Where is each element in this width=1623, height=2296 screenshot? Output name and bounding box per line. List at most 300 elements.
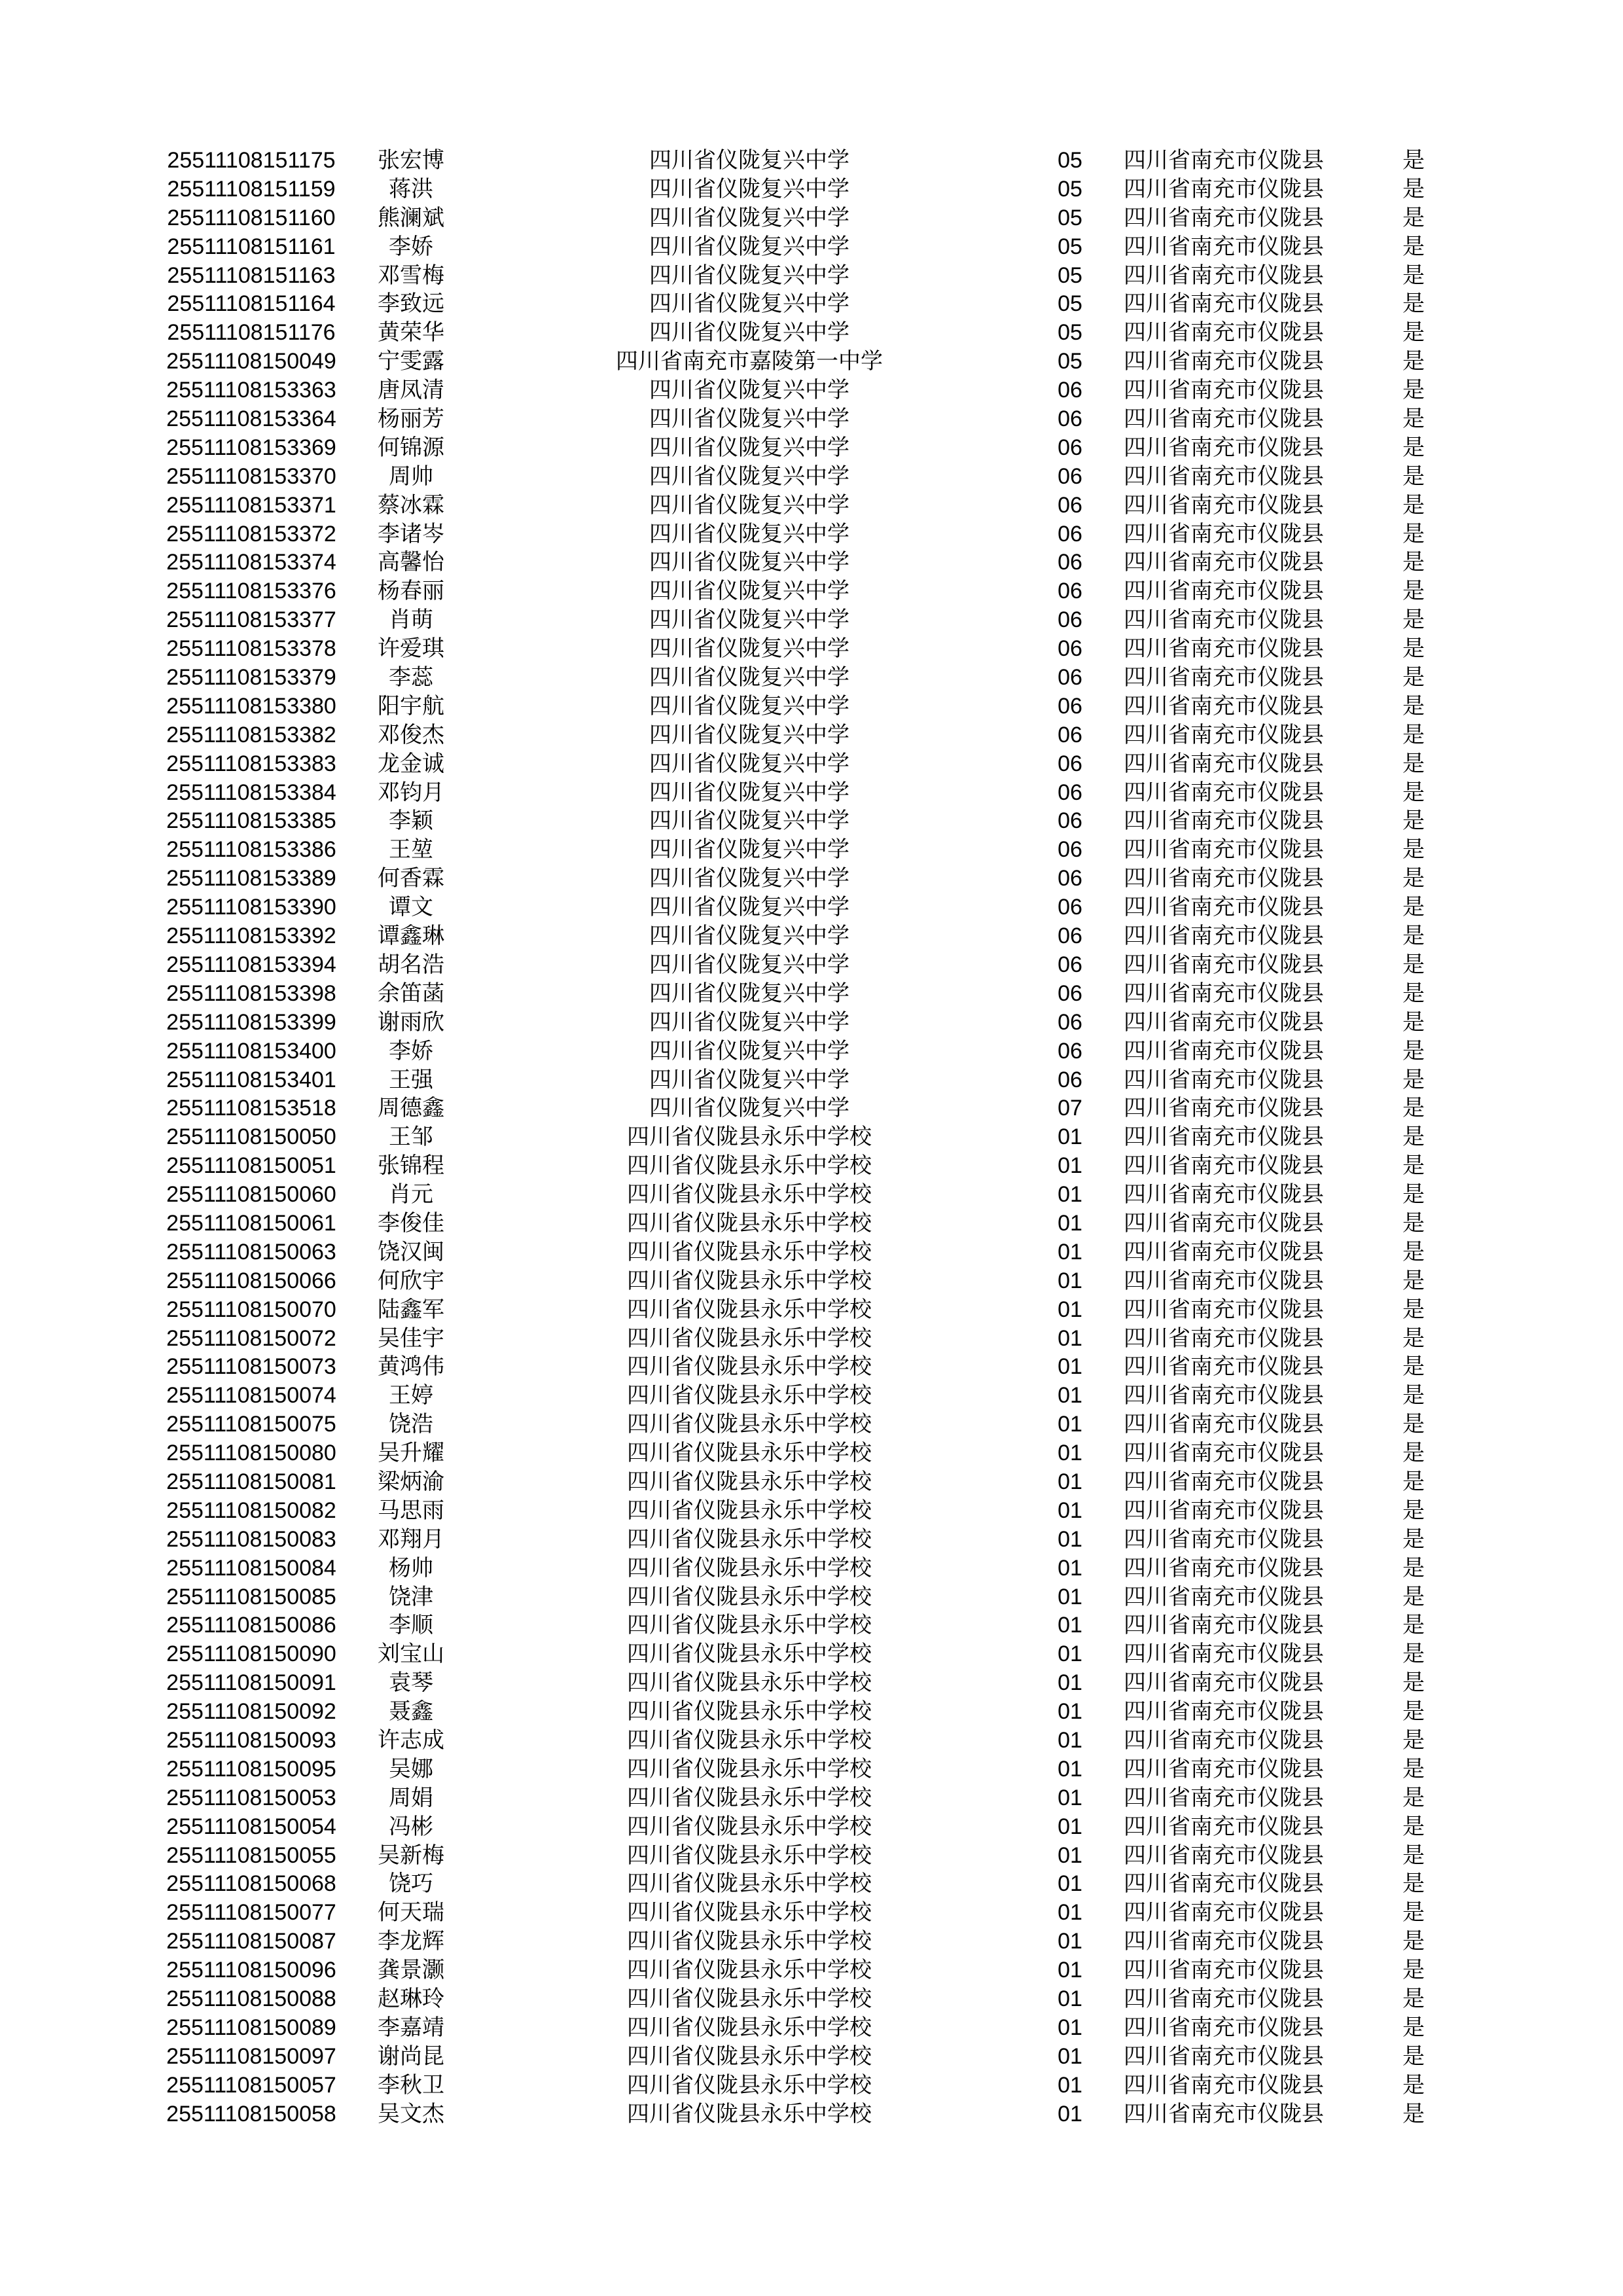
class-code-cell: 05 [1058, 234, 1082, 259]
county-cell: 四川省南充市仪陇县 [1124, 980, 1324, 1006]
table-row [0, 376, 1623, 405]
student-name-cell: 周德鑫 [378, 1096, 444, 1121]
class-code-cell: 06 [1058, 435, 1082, 460]
class-code-cell: 01 [1058, 1124, 1082, 1150]
confirm-cell: 是 [1402, 866, 1425, 891]
exam-id-cell: 25511108150049 [166, 349, 336, 374]
confirm-cell: 是 [1402, 1412, 1425, 1437]
class-code-cell: 06 [1058, 378, 1082, 403]
confirm-cell: 是 [1402, 1182, 1425, 1208]
table-row [0, 319, 1623, 348]
school-name-cell: 四川省仪陇复兴中学 [649, 952, 849, 977]
confirm-cell: 是 [1402, 550, 1425, 575]
student-name-cell: 宁雯露 [378, 349, 444, 374]
county-cell: 四川省南充市仪陇县 [1124, 492, 1324, 518]
table-row [0, 1094, 1623, 1123]
county-cell: 四川省南充市仪陇县 [1124, 521, 1324, 547]
county-cell: 四川省南充市仪陇县 [1124, 1182, 1324, 1208]
table-row [0, 1267, 1623, 1296]
table-row [0, 1554, 1623, 1583]
school-name-cell: 四川省仪陇复兴中学 [649, 808, 849, 834]
student-name-cell: 肖萌 [389, 607, 433, 633]
county-cell: 四川省南充市仪陇县 [1124, 1900, 1324, 1926]
exam-id-cell: 25511108153377 [166, 607, 336, 633]
school-name-cell: 四川省仪陇复兴中学 [649, 924, 849, 949]
student-name-cell: 蔡冰霖 [378, 492, 444, 518]
confirm-cell: 是 [1402, 1124, 1425, 1150]
school-name-cell: 四川省仪陇复兴中学 [649, 751, 849, 776]
county-cell: 四川省南充市仪陇县 [1124, 1297, 1324, 1322]
student-name-cell: 李顺 [389, 1613, 433, 1638]
class-code-cell: 01 [1058, 1699, 1082, 1725]
confirm-cell: 是 [1402, 1613, 1425, 1638]
student-name-cell: 梁炳渝 [378, 1469, 444, 1494]
confirm-cell: 是 [1402, 320, 1425, 346]
table-row [0, 1640, 1623, 1669]
exam-id-cell: 25511108150093 [166, 1727, 336, 1753]
county-cell: 四川省南充市仪陇县 [1124, 320, 1324, 346]
school-name-cell: 四川省仪陇县永乐中学校 [627, 1641, 872, 1667]
confirm-cell: 是 [1402, 2015, 1425, 2040]
student-name-cell: 李致远 [378, 291, 444, 317]
class-code-cell: 06 [1058, 521, 1082, 547]
exam-id-cell: 25511108151176 [167, 320, 336, 346]
confirm-cell: 是 [1402, 1383, 1425, 1408]
student-name-cell: 饶汉闽 [378, 1239, 444, 1265]
class-code-cell: 01 [1058, 1814, 1082, 1839]
student-name-cell: 周帅 [389, 463, 433, 489]
student-name-cell: 冯彬 [389, 1814, 433, 1839]
county-cell: 四川省南充市仪陇县 [1124, 2043, 1324, 2069]
table-row [0, 1123, 1623, 1152]
exam-id-cell: 25511108153364 [166, 406, 336, 432]
confirm-cell: 是 [1402, 205, 1425, 230]
confirm-cell: 是 [1402, 378, 1425, 403]
exam-id-cell: 25511108150084 [166, 1555, 336, 1581]
school-name-cell: 四川省仪陇县永乐中学校 [627, 1958, 872, 1983]
county-cell: 四川省南充市仪陇县 [1124, 866, 1324, 891]
confirm-cell: 是 [1402, 349, 1425, 374]
table-row [0, 922, 1623, 951]
county-cell: 四川省南充市仪陇县 [1124, 1727, 1324, 1753]
class-code-cell: 01 [1058, 1297, 1082, 1322]
table-row [0, 1611, 1623, 1640]
confirm-cell: 是 [1402, 1814, 1425, 1839]
county-cell: 四川省南充市仪陇县 [1124, 234, 1324, 259]
student-name-cell: 谢尚昆 [378, 2043, 444, 2069]
school-name-cell: 四川省仪陇县永乐中学校 [627, 1727, 872, 1753]
school-name-cell: 四川省仪陇县永乐中学校 [627, 1354, 872, 1380]
table-row [0, 1410, 1623, 1439]
confirm-cell: 是 [1402, 1268, 1425, 1293]
student-name-cell: 谭鑫琳 [378, 924, 444, 949]
student-name-cell: 杨帅 [389, 1555, 433, 1581]
class-code-cell: 06 [1058, 1038, 1082, 1064]
class-code-cell: 01 [1058, 2072, 1082, 2098]
county-cell: 四川省南充市仪陇县 [1124, 1239, 1324, 1265]
exam-id-cell: 25511108153399 [166, 1009, 336, 1035]
table-row [0, 1870, 1623, 1899]
table-row [0, 664, 1623, 692]
confirm-cell: 是 [1402, 234, 1425, 259]
student-name-cell: 杨春丽 [378, 579, 444, 604]
table-row [0, 1755, 1623, 1784]
school-name-cell: 四川省仪陇县永乐中学校 [627, 1871, 872, 1897]
confirm-cell: 是 [1402, 1756, 1425, 1782]
county-cell: 四川省南充市仪陇县 [1124, 1842, 1324, 1868]
county-cell: 四川省南充市仪陇县 [1124, 837, 1324, 863]
exam-id-cell: 25511108150095 [166, 1756, 336, 1782]
student-roster-table [0, 147, 1623, 2128]
class-code-cell: 01 [1058, 1498, 1082, 1523]
county-cell: 四川省南充市仪陇县 [1124, 924, 1324, 949]
exam-id-cell: 25511108151161 [167, 234, 336, 259]
student-name-cell: 何欣宇 [378, 1268, 444, 1293]
school-name-cell: 四川省仪陇复兴中学 [649, 550, 849, 575]
student-name-cell: 熊澜斌 [378, 205, 444, 230]
confirm-cell: 是 [1402, 952, 1425, 977]
county-cell: 四川省南充市仪陇县 [1124, 1412, 1324, 1437]
confirm-cell: 是 [1402, 1325, 1425, 1351]
school-name-cell: 四川省仪陇县永乐中学校 [627, 1412, 872, 1437]
student-name-cell: 谢雨欣 [378, 1009, 444, 1035]
confirm-cell: 是 [1402, 1727, 1425, 1753]
confirm-cell: 是 [1402, 2101, 1425, 2126]
county-cell: 四川省南充市仪陇县 [1124, 1986, 1324, 2011]
confirm-cell: 是 [1402, 463, 1425, 489]
table-row [0, 2100, 1623, 2129]
county-cell: 四川省南充市仪陇县 [1124, 1699, 1324, 1725]
table-row [0, 1669, 1623, 1698]
student-name-cell: 胡名浩 [378, 952, 444, 977]
exam-id-cell: 25511108150058 [166, 2101, 336, 2126]
exam-id-cell: 25511108150073 [166, 1354, 336, 1380]
student-name-cell: 龙金诚 [378, 751, 444, 776]
class-code-cell: 06 [1058, 866, 1082, 891]
confirm-cell: 是 [1402, 2072, 1425, 2098]
table-row [0, 779, 1623, 808]
table-row [0, 1899, 1623, 1928]
confirm-cell: 是 [1402, 148, 1425, 173]
school-name-cell: 四川省仪陇县永乐中学校 [627, 1268, 872, 1293]
student-name-cell: 聂鑫 [389, 1699, 433, 1725]
student-name-cell: 李娇 [389, 234, 433, 259]
exam-id-cell: 25511108150054 [166, 1814, 336, 1839]
exam-id-cell: 25511108153379 [166, 665, 336, 691]
confirm-cell: 是 [1402, 1699, 1425, 1725]
table-row [0, 262, 1623, 291]
class-code-cell: 06 [1058, 1009, 1082, 1035]
exam-id-cell: 25511108153384 [166, 780, 336, 805]
table-row [0, 233, 1623, 262]
student-name-cell: 吴佳宇 [378, 1325, 444, 1351]
school-name-cell: 四川省仪陇复兴中学 [649, 636, 849, 662]
confirm-cell: 是 [1402, 780, 1425, 805]
school-name-cell: 四川省仪陇县永乐中学校 [627, 1785, 872, 1810]
student-name-cell: 张锦程 [378, 1153, 444, 1179]
confirm-cell: 是 [1402, 1900, 1425, 1926]
table-row [0, 348, 1623, 376]
class-code-cell: 01 [1058, 1526, 1082, 1552]
table-row [0, 204, 1623, 233]
table-row [0, 1583, 1623, 1612]
school-name-cell: 四川省仪陇县永乐中学校 [627, 1153, 872, 1179]
county-cell: 四川省南充市仪陇县 [1124, 1354, 1324, 1380]
table-row [0, 520, 1623, 549]
county-cell: 四川省南充市仪陇县 [1124, 1785, 1324, 1810]
exam-id-cell: 25511108153389 [166, 866, 336, 891]
county-cell: 四川省南充市仪陇县 [1124, 148, 1324, 173]
class-code-cell: 05 [1058, 148, 1082, 173]
school-name-cell: 四川省仪陇县永乐中学校 [627, 1124, 872, 1150]
school-name-cell: 四川省仪陇复兴中学 [649, 980, 849, 1006]
county-cell: 四川省南充市仪陇县 [1124, 378, 1324, 403]
class-code-cell: 01 [1058, 1929, 1082, 1954]
table-row [0, 290, 1623, 319]
exam-id-cell: 25511108150063 [166, 1239, 336, 1265]
table-row [0, 1353, 1623, 1382]
school-name-cell: 四川省仪陇复兴中学 [649, 378, 849, 403]
exam-id-cell: 25511108151175 [167, 148, 336, 173]
exam-id-cell: 25511108150051 [166, 1153, 336, 1179]
confirm-cell: 是 [1402, 1498, 1425, 1523]
class-code-cell: 06 [1058, 1067, 1082, 1092]
confirm-cell: 是 [1402, 1239, 1425, 1265]
school-name-cell: 四川省仪陇复兴中学 [649, 780, 849, 805]
confirm-cell: 是 [1402, 837, 1425, 863]
confirm-cell: 是 [1402, 895, 1425, 920]
student-name-cell: 饶巧 [389, 1871, 433, 1897]
table-row [0, 405, 1623, 434]
student-name-cell: 许志成 [378, 1727, 444, 1753]
exam-id-cell: 25511108153400 [166, 1038, 336, 1064]
student-name-cell: 谭文 [389, 895, 433, 920]
class-code-cell: 01 [1058, 1325, 1082, 1351]
exam-id-cell: 25511108151163 [167, 262, 336, 288]
class-code-cell: 06 [1058, 808, 1082, 834]
school-name-cell: 四川省仪陇复兴中学 [649, 291, 849, 317]
table-row [0, 1439, 1623, 1468]
school-name-cell: 四川省仪陇县永乐中学校 [627, 1900, 872, 1926]
table-row [0, 1526, 1623, 1554]
school-name-cell: 四川省仪陇复兴中学 [649, 1038, 849, 1064]
school-name-cell: 四川省仪陇县永乐中学校 [627, 1383, 872, 1408]
school-name-cell: 四川省仪陇复兴中学 [649, 722, 849, 747]
confirm-cell: 是 [1402, 1096, 1425, 1121]
exam-id-cell: 25511108150092 [166, 1699, 336, 1725]
school-name-cell: 四川省仪陇县永乐中学校 [627, 1526, 872, 1552]
table-row [0, 1181, 1623, 1210]
county-cell: 四川省南充市仪陇县 [1124, 349, 1324, 374]
county-cell: 四川省南充市仪陇县 [1124, 205, 1324, 230]
student-name-cell: 李俊佳 [378, 1210, 444, 1236]
exam-id-cell: 25511108151164 [167, 291, 336, 317]
confirm-cell: 是 [1402, 693, 1425, 719]
table-row [0, 951, 1623, 980]
exam-id-cell: 25511108150085 [166, 1584, 336, 1609]
student-name-cell: 袁琴 [389, 1670, 433, 1696]
class-code-cell: 06 [1058, 952, 1082, 977]
table-row [0, 692, 1623, 721]
table-row [0, 635, 1623, 664]
county-cell: 四川省南充市仪陇县 [1124, 607, 1324, 633]
school-name-cell: 四川省仪陇县永乐中学校 [627, 1297, 872, 1322]
confirm-cell: 是 [1402, 176, 1425, 202]
exam-id-cell: 25511108150097 [166, 2043, 336, 2069]
table-row [0, 1325, 1623, 1354]
school-name-cell: 四川省仪陇复兴中学 [649, 1009, 849, 1035]
exam-id-cell: 25511108153369 [166, 435, 336, 460]
class-code-cell: 05 [1058, 291, 1082, 317]
county-cell: 四川省南充市仪陇县 [1124, 665, 1324, 691]
table-row [0, 1985, 1623, 2014]
exam-id-cell: 25511108150083 [166, 1526, 336, 1552]
school-name-cell: 四川省仪陇复兴中学 [649, 176, 849, 202]
student-name-cell: 李龙辉 [378, 1929, 444, 1954]
school-name-cell: 四川省仪陇复兴中学 [649, 492, 849, 518]
exam-id-cell: 25511108153372 [166, 521, 336, 547]
table-row [0, 548, 1623, 577]
class-code-cell: 01 [1058, 2043, 1082, 2069]
class-code-cell: 01 [1058, 2015, 1082, 2040]
table-row [0, 1956, 1623, 1985]
class-code-cell: 06 [1058, 406, 1082, 432]
confirm-cell: 是 [1402, 1986, 1425, 2011]
exam-id-cell: 25511108150057 [166, 2072, 336, 2098]
county-cell: 四川省南充市仪陇县 [1124, 808, 1324, 834]
student-name-cell: 何香霖 [378, 866, 444, 891]
class-code-cell: 01 [1058, 1153, 1082, 1179]
exam-id-cell: 25511108153386 [166, 837, 336, 863]
student-name-cell: 王强 [389, 1067, 433, 1092]
student-name-cell: 刘宝山 [378, 1641, 444, 1667]
table-row [0, 836, 1623, 865]
confirm-cell: 是 [1402, 1038, 1425, 1064]
county-cell: 四川省南充市仪陇县 [1124, 1210, 1324, 1236]
class-code-cell: 07 [1058, 1096, 1082, 1121]
school-name-cell: 四川省仪陇县永乐中学校 [627, 2015, 872, 2040]
class-code-cell: 06 [1058, 693, 1082, 719]
class-code-cell: 01 [1058, 1613, 1082, 1638]
class-code-cell: 06 [1058, 722, 1082, 747]
class-code-cell: 06 [1058, 636, 1082, 662]
county-cell: 四川省南充市仪陇县 [1124, 895, 1324, 920]
school-name-cell: 四川省仪陇复兴中学 [649, 521, 849, 547]
exam-id-cell: 25511108150075 [166, 1412, 336, 1437]
class-code-cell: 01 [1058, 1756, 1082, 1782]
county-cell: 四川省南充市仪陇县 [1124, 406, 1324, 432]
county-cell: 四川省南充市仪陇县 [1124, 1124, 1324, 1150]
student-name-cell: 王婷 [389, 1383, 433, 1408]
student-name-cell: 何天瑞 [378, 1900, 444, 1926]
confirm-cell: 是 [1402, 435, 1425, 460]
county-cell: 四川省南充市仪陇县 [1124, 579, 1324, 604]
exam-id-cell: 25511108153374 [166, 550, 336, 575]
table-row [0, 1468, 1623, 1497]
table-row [0, 1009, 1623, 1037]
confirm-cell: 是 [1402, 1354, 1425, 1380]
student-name-cell: 赵琳玲 [378, 1986, 444, 2011]
student-name-cell: 李诸岑 [378, 521, 444, 547]
exam-id-cell: 25511108153370 [166, 463, 336, 489]
student-name-cell: 邓俊杰 [378, 722, 444, 747]
student-name-cell: 周娟 [389, 1785, 433, 1810]
county-cell: 四川省南充市仪陇县 [1124, 2101, 1324, 2126]
table-row [0, 1296, 1623, 1325]
confirm-cell: 是 [1402, 808, 1425, 834]
county-cell: 四川省南充市仪陇县 [1124, 2072, 1324, 2098]
school-name-cell: 四川省仪陇复兴中学 [649, 320, 849, 346]
student-name-cell: 李秋卫 [378, 2072, 444, 2098]
class-code-cell: 06 [1058, 463, 1082, 489]
confirm-cell: 是 [1402, 1153, 1425, 1179]
student-name-cell: 黄荣华 [378, 320, 444, 346]
exam-id-cell: 25511108153371 [166, 492, 336, 518]
confirm-cell: 是 [1402, 1555, 1425, 1581]
class-code-cell: 01 [1058, 1268, 1082, 1293]
school-name-cell: 四川省仪陇县永乐中学校 [627, 1699, 872, 1725]
table-row [0, 1784, 1623, 1813]
table-row [0, 577, 1623, 606]
exam-id-cell: 25511108153380 [166, 693, 336, 719]
class-code-cell: 06 [1058, 751, 1082, 776]
county-cell: 四川省南充市仪陇县 [1124, 1441, 1324, 1466]
table-row [0, 1066, 1623, 1095]
class-code-cell: 01 [1058, 1842, 1082, 1868]
exam-id-cell: 25511108150050 [166, 1124, 336, 1150]
class-code-cell: 06 [1058, 579, 1082, 604]
county-cell: 四川省南充市仪陇县 [1124, 1929, 1324, 1954]
table-row [0, 1727, 1623, 1755]
student-name-cell: 吴新梅 [378, 1842, 444, 1868]
class-code-cell: 05 [1058, 205, 1082, 230]
exam-id-cell: 25511108150096 [166, 1958, 336, 1983]
county-cell: 四川省南充市仪陇县 [1124, 1009, 1324, 1035]
table-row [0, 147, 1623, 175]
table-row [0, 2014, 1623, 2043]
student-name-cell: 陆鑫军 [378, 1297, 444, 1322]
county-cell: 四川省南充市仪陇县 [1124, 1153, 1324, 1179]
exam-id-cell: 25511108153385 [166, 808, 336, 834]
exam-id-cell: 25511108150082 [166, 1498, 336, 1523]
county-cell: 四川省南充市仪陇县 [1124, 1469, 1324, 1494]
school-name-cell: 四川省仪陇复兴中学 [649, 693, 849, 719]
confirm-cell: 是 [1402, 1842, 1425, 1868]
school-name-cell: 四川省仪陇复兴中学 [649, 463, 849, 489]
school-name-cell: 四川省仪陇县永乐中学校 [627, 1239, 872, 1265]
county-cell: 四川省南充市仪陇县 [1124, 1555, 1324, 1581]
county-cell: 四川省南充市仪陇县 [1124, 636, 1324, 662]
class-code-cell: 06 [1058, 607, 1082, 633]
class-code-cell: 01 [1058, 1986, 1082, 2011]
class-code-cell: 06 [1058, 837, 1082, 863]
table-row [0, 865, 1623, 893]
school-name-cell: 四川省仪陇县永乐中学校 [627, 1842, 872, 1868]
table-row [0, 1813, 1623, 1842]
table-row [0, 807, 1623, 836]
county-cell: 四川省南充市仪陇县 [1124, 176, 1324, 202]
school-name-cell: 四川省仪陇县永乐中学校 [627, 1584, 872, 1609]
class-code-cell: 01 [1058, 1441, 1082, 1466]
school-name-cell: 四川省仪陇复兴中学 [649, 148, 849, 173]
table-row [0, 1037, 1623, 1066]
county-cell: 四川省南充市仪陇县 [1124, 1756, 1324, 1782]
student-name-cell: 王邹 [389, 1124, 433, 1150]
confirm-cell: 是 [1402, 1526, 1425, 1552]
confirm-cell: 是 [1402, 665, 1425, 691]
class-code-cell: 05 [1058, 349, 1082, 374]
class-code-cell: 01 [1058, 1958, 1082, 1983]
